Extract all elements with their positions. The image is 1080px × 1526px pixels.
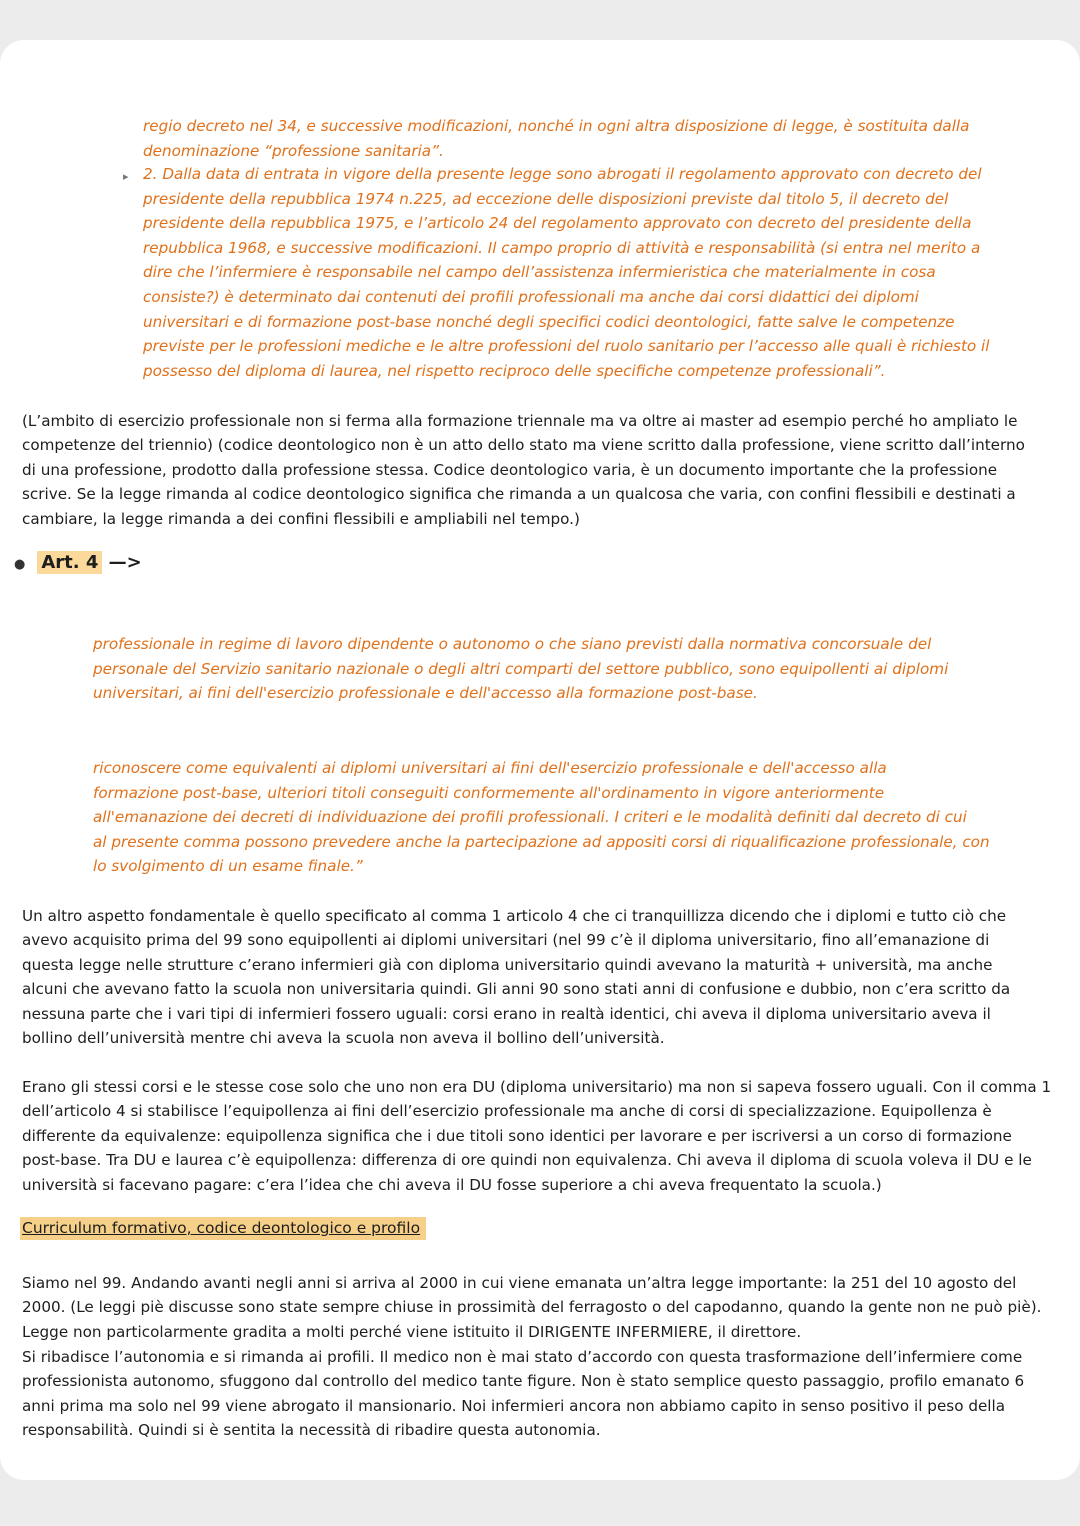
art4-label: Art. 4: [37, 551, 102, 574]
paragraph-autonomia: Si ribadisce l’autonomia e si rimanda ai profili. Il medico non è mai stato d’accordo con questa trasformazione dell’infermiere come professionista autonomo, sfuggono dal controllo del medico tante figure. Non è stato semplice questo passaggio, profilo emanato 6 anni prima ma solo nel 99 viene abrogato il mansionario. Noi infermieri ancora non abbiamo capito in senso positivo il peso della responsabilità. Quindi si è sentita la necessità di ribadire questa autonomia.: [22, 1348, 1025, 1440]
quote-paragraph-riconoscere: riconoscere come equivalenti ai diplomi universitari ai fini dell'esercizio professionale e dell'accesso alla formazione post-base, ulteriori titoli conseguiti conformemente all'ordinamento in vigore anteriormente all'emanazione dei decreti di individuazione dei profili professionali. I criteri e le modalità definiti dal decreto di cui al presente comma possono prevedere anche la partecipazione ad appositi corsi di riqualificazione professionale, con lo svolgimento di un esame finale.”: [93, 759, 990, 876]
bullet-icon: ▸: [123, 170, 129, 183]
art4-heading: [14, 552, 142, 573]
quote-paragraph-denominazione: regio decreto nel 34, e successive modificazioni, nonché in ogni altra disposizione di legge, è sostituita dalla denominazione “professione sanitaria”.: [143, 117, 970, 160]
bullet-dot-icon: ●: [14, 557, 26, 572]
document-page: [0, 40, 1080, 1480]
note-paragraph-ambito: (L’ambito di esercizio professionale non si ferma alla formazione triennale ma va oltre ai master ad esempio perché ho ampliato le competenze del triennio) (codice deontologico non è un atto dello stato ma viene scritto dalla professione, viene scritto dall’interno di una professione, prodotto dalla professione stessa. Codice deontologico varia, è un documento importante che la professione scrive. Se la legge rimanda al codice deontologico significa che rimanda a un qualcosa che varia, con confini flessibili e destinati a cambiare, la legge rimanda a dei confini flessibili e ampliabili nel tempo.): [22, 412, 1025, 528]
arrow-icon: —>: [108, 552, 142, 573]
section-heading-curriculum: Curriculum formativo, codice deontologico e profilo: [20, 1217, 426, 1240]
quote-paragraph-comma-2: 2. Dalla data di entrata in vigore della presente legge sono abrogati il regolamento approvato con decreto del presidente della repubblica 1974 n.225, ad eccezione delle disposizioni previste dal titolo 5, il decreto del presidente della repubblica 1975, e l’articolo 24 del regolamento approvato con decreto del presidente della repubblica 1968, e successive modificazioni. Il campo proprio di attività e responsabilità (si entra nel merito a dire che l’infermiere è responsabile nel campo dell’assistenza infermieristica che materialmente in cosa consiste?) è determinato dai contenuti dei profili professionali ma anche dai corsi didattici dei diplomi universitari e di formazione post-base nonché degli specifici codici deontologici, fatte salve le competenze previste per le professioni mediche e le altre professioni del ruolo sanitario per l’accesso alle quali è richiesto il possesso del diploma di laurea, nel rispetto reciproco delle specifiche competenze professionali”.: [143, 165, 990, 380]
paragraph-comma-1-articolo-4: Un altro aspetto fondamentale è quello specificato al comma 1 articolo 4 che ci tranquillizza dicendo che i diplomi e tutto ciò che avevo acquisito prima del 99 sono equipollenti ai diplomi universitari (nel 99 c’è il diploma universitario, fino all’emanazione di questa legge nelle strutture c’erano infermieri già con diploma universitario quindi avevano la maturità + università, ma anche alcuni che avevano fatto la scuola non universitaria quindi. Gli anni 90 sono stati anni di confusione e dubbio, non c’era scritto da nessuna parte che i vari tipi di infermieri fossero uguali: corsi erano in realtà identici, chi aveva il diploma universitario aveva il bollino dell’università mentre chi aveva la scuola non aveva il bollino dell’università.: [22, 907, 1011, 1048]
paragraph-equipollenza: Erano gli stessi corsi e le stesse cose solo che uno non era DU (diploma universitario) ma non si sapeva fossero uguali. Con il comma 1 dell’articolo 4 si stabilisce l’equipollenza ai fini dell’esercizio professionale ma anche di corsi di specializzazione. Equipollenza è differente da equivalenze: equipollenza significa che i due titoli sono identici per lavorare e per iscriversi a un corso di formazione post-base. Tra DU e laurea c’è equipollenza: differenza di ore quindi non equivalenza. Chi aveva il diploma di scuola voleva il DU e le università si facevano pagare: c’era l’idea che chi aveva il DU fosse superiore a chi aveva frequentato la scuola.): [22, 1078, 1052, 1194]
paragraph-legge-251: Siamo nel 99. Andando avanti negli anni si arriva al 2000 in cui viene emanata un’altra legge importante: la 251 del 10 agosto del 2000. (Le leggi piè discusse sono state sempre chiuse in prossimità del ferragosto o del capodanno, quando la gente non ne può piè). Legge non particolarmente gradita a molti perché viene istituito il DIRIGENTE INFERMIERE, il direttore.: [22, 1274, 1042, 1341]
quote-paragraph-equipollenti: professionale in regime di lavoro dipendente o autonomo o che siano previsti dalla normativa concorsuale del personale del Servizio sanitario nazionale o degli altri comparti del settore pubblico, sono equipollenti ai diplomi universitari, ai fini dell'esercizio professionale e dell'accesso alla formazione post-base.: [93, 635, 949, 703]
